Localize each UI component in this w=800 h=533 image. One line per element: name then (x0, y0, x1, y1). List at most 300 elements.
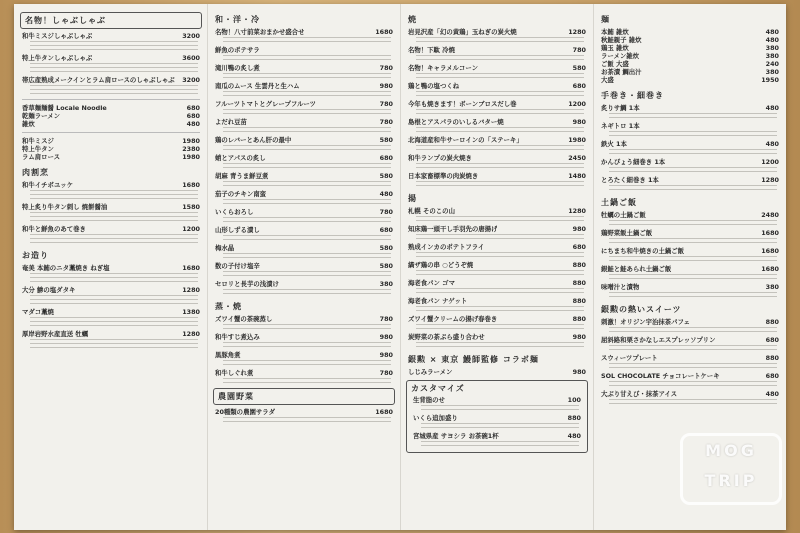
menu-item-price: 380 (765, 44, 779, 52)
menu-item-price: 580 (379, 172, 393, 180)
menu-sheet (14, 4, 786, 530)
menu-item-name: とろたく細巻き 1本 (601, 176, 659, 184)
menu-item-name: 鮮魚のポテサラ (215, 46, 260, 54)
menu-item-name: にちまち和牛焼きの土鍋ご飯 (601, 247, 685, 255)
menu-item (411, 414, 583, 422)
menu-item-price: 1680 (375, 28, 393, 36)
item-description-lines (30, 234, 198, 244)
item-description-lines (223, 253, 391, 259)
menu-item (213, 100, 395, 108)
item-description-lines (609, 149, 777, 155)
list (599, 28, 781, 84)
list (213, 315, 395, 384)
menu-item-price: 880 (572, 279, 586, 287)
list (20, 137, 202, 161)
menu-item-name: 日本家畜標準の肉炭焼き (408, 172, 479, 180)
menu-item-name: 梅水晶 (215, 244, 235, 252)
list (406, 207, 588, 348)
menu-item-price: 680 (186, 112, 200, 120)
menu-item-name: 和牛イチボユッケ (22, 181, 73, 189)
list (599, 318, 781, 405)
menu-item-price: 880 (765, 354, 779, 362)
menu-item (599, 122, 781, 130)
item-description-lines (223, 235, 391, 241)
menu-item (406, 172, 588, 180)
menu-item-price: 780 (379, 369, 393, 377)
item-description-lines (223, 55, 391, 61)
menu-item-price: 480 (765, 104, 779, 112)
menu-item-name: 牡蠣の土鍋ご飯 (601, 211, 646, 219)
menu-item (213, 154, 395, 162)
menu-item-price: 480 (567, 432, 581, 440)
item-description-lines (421, 441, 579, 447)
menu-item (20, 120, 202, 128)
item-description-lines (609, 238, 777, 244)
menu-item (599, 104, 781, 112)
item-description-lines (223, 417, 391, 423)
menu-item-price: 780 (379, 100, 393, 108)
menu-item-price: 1680 (761, 229, 779, 237)
menu-item (411, 432, 583, 440)
menu-item (406, 297, 588, 305)
menu-item-name: マダコ藁焼 (22, 308, 54, 316)
menu-item (213, 333, 395, 341)
item-description-lines (609, 345, 777, 351)
menu-item-name: 奄美 本鮪のニタ藁焼き ねぎ塩 (22, 264, 110, 272)
menu-item (213, 280, 395, 288)
menu-item-name: 縞ザ鶏の串 ○どうぞ焼 (408, 261, 474, 269)
section-title: 農園野菜 (213, 388, 395, 405)
menu-item-name: 黒豚角煮 (215, 351, 241, 359)
menu-item-name: 蛸とアパスの炙し (215, 154, 266, 162)
watermark-line: TRIP (704, 471, 758, 490)
menu-item (213, 28, 395, 36)
menu-item-price: 680 (186, 104, 200, 112)
menu-item-name: 名物！八寸前菜おまかせ盛合せ (215, 28, 305, 36)
menu-item (213, 136, 395, 144)
menu-item (599, 229, 781, 237)
item-description-lines (223, 91, 391, 97)
menu-item-name: 山形しずる漬し (215, 226, 260, 234)
menu-item-price: 1680 (761, 265, 779, 273)
item-description-lines (416, 288, 584, 294)
item-description-lines (223, 127, 391, 133)
item-description-lines (30, 41, 198, 51)
section-title: カスタマイズ (411, 384, 465, 393)
menu-item-price: 980 (572, 118, 586, 126)
menu-item (406, 225, 588, 233)
menu-item-price: 1280 (568, 28, 586, 36)
menu-item-name: 和牛ミスジ (22, 137, 54, 145)
menu-item-price: 2380 (182, 145, 200, 153)
menu-item (20, 225, 202, 233)
item-description-lines (609, 220, 777, 226)
list (406, 28, 588, 187)
section-title: 名物！しゃぶしゃぶ (20, 12, 202, 29)
menu-item-name: ネギトロ 1本 (601, 122, 640, 130)
item-description-lines (416, 37, 584, 43)
item-description-lines (416, 55, 584, 61)
menu-item (406, 279, 588, 287)
menu-item-name: 味噌汁と漬物 (601, 283, 640, 291)
menu-item-price: 380 (765, 68, 779, 76)
menu-item (599, 36, 781, 44)
item-description-lines (609, 185, 777, 191)
menu-item-name: 名物！下駄 冷焼 (408, 46, 455, 54)
menu-item-price: 1200 (568, 100, 586, 108)
list (599, 211, 781, 298)
item-description-lines (30, 273, 198, 283)
item-description-lines (30, 212, 198, 222)
menu-item-name: ラム肩ロース (22, 153, 60, 161)
item-description-lines (223, 324, 391, 330)
menu-item-name: 20種類の農園サラダ (215, 408, 275, 416)
menu-item (213, 190, 395, 198)
menu-item-price: 780 (379, 118, 393, 126)
menu-item (599, 176, 781, 184)
menu-item-price: 980 (379, 333, 393, 341)
item-description-lines (223, 73, 391, 79)
list (411, 396, 583, 447)
item-description-lines (416, 181, 584, 187)
menu-item (599, 140, 781, 148)
list (213, 28, 395, 295)
item-description-lines (223, 163, 391, 169)
menu-item (599, 52, 781, 60)
item-description-lines (416, 342, 584, 348)
section-title: 蒸・焼 (215, 302, 242, 311)
menu-item-price: 480 (765, 28, 779, 36)
menu-item (411, 396, 583, 404)
menu-item (20, 112, 202, 120)
menu-item-price: 680 (765, 372, 779, 380)
watermark-line: MOG (705, 441, 757, 460)
menu-item-price: 1200 (182, 225, 200, 233)
menu-item-name: 香草麺麺醤 Locale Noodle (22, 104, 107, 112)
menu-item (599, 44, 781, 52)
item-description-lines (609, 363, 777, 369)
menu-item-price: 480 (186, 120, 200, 128)
menu-item (599, 354, 781, 362)
menu-item-price: 880 (572, 261, 586, 269)
menu-item-price: 480 (379, 190, 393, 198)
section-title: お造り (22, 251, 49, 260)
menu-item (599, 68, 781, 76)
menu-item-price: 980 (379, 82, 393, 90)
item-description-lines (609, 274, 777, 280)
menu-item (20, 104, 202, 112)
item-description-lines (416, 216, 584, 222)
menu-item-name: ズワイ蟹の茶碗蒸し (215, 315, 273, 323)
menu-item-name: 特上牛タンしゃぶしゃぶ (22, 54, 93, 62)
menu-item-name: 岩見沢産「幻の黄鶏」玉ねぎの炭火焼 (408, 28, 517, 36)
menu-item-name: ご飯 大盛 (601, 60, 629, 68)
menu-item-name: 炙りサ鯛 1本 (601, 104, 640, 112)
menu-item-price: 3200 (182, 76, 200, 84)
menu-item-name: 宮城県産 サヨシラ お茶碗1杯 (413, 432, 499, 440)
menu-item-name: セロリと長芋の浅漬け (215, 280, 279, 288)
menu-item-name: 和牛しぐれ煮 (215, 369, 254, 377)
menu-item-price: 3600 (182, 54, 200, 62)
menu-item-name: 南瓜のムース 生雲丹と生ハム (215, 82, 300, 90)
item-description-lines (416, 91, 584, 97)
menu-item-name: 銀鮭と鮭あられ土鍋ご飯 (601, 265, 672, 273)
watermark-logo (680, 433, 782, 505)
menu-item-price: 880 (765, 318, 779, 326)
fold-line (593, 4, 594, 530)
menu-item-name: 島根とアスパラのいしるバター焼 (408, 118, 504, 126)
menu-item-price: 1680 (761, 247, 779, 255)
menu-item-name: 和牛と鮮魚のあて巻き (22, 225, 86, 233)
menu-item (20, 181, 202, 189)
menu-item-name: 厚岸岩野水産直送 牡蠣 (22, 330, 89, 338)
menu-item-name: 和牛ミスジしゃぶしゃぶ (22, 32, 93, 40)
menu-item-price: 980 (572, 333, 586, 341)
menu-item-name: 大盛 (601, 76, 614, 84)
section-title: 肉割烹 (22, 168, 49, 177)
menu-item-price: 380 (765, 52, 779, 60)
item-description-lines (30, 85, 198, 95)
menu-item-name: 知床鶏一頭干し手羽先の唐揚げ (408, 225, 498, 233)
item-description-lines (609, 327, 777, 333)
menu-item-name: 鉄火 1本 (601, 140, 627, 148)
menu-item-name: ズワイ蟹クリームの揚げ春巻き (408, 315, 498, 323)
menu-item-price: 880 (572, 315, 586, 323)
menu-item-price: 1680 (375, 408, 393, 416)
menu-item (20, 54, 202, 62)
item-description-lines (223, 217, 391, 223)
menu-item-name: 雑炊 (22, 120, 35, 128)
list (20, 104, 202, 128)
menu-item-price: 980 (572, 368, 586, 376)
item-description-lines (30, 317, 198, 327)
menu-item-name: 鶏のレバーとあん肝の最中 (215, 136, 292, 144)
menu-item-name: 熟成インカのポテトフライ (408, 243, 485, 251)
menu-item (599, 211, 781, 219)
menu-item-price: 1980 (182, 153, 200, 161)
menu-column-2 (213, 8, 395, 524)
menu-item-price: 2480 (761, 211, 779, 219)
menu-item-name: ラーメン雑炊 (601, 52, 640, 60)
item-description-lines (416, 324, 584, 330)
menu-item (599, 336, 781, 344)
menu-item (20, 76, 202, 84)
menu-item-name: 名物！キャラメルコーン (408, 64, 478, 72)
menu-item (406, 118, 588, 126)
menu-item-name: 鶏玉 雑炊 (601, 44, 629, 52)
item-description-lines (223, 199, 391, 205)
menu-item (213, 226, 395, 234)
menu-item (599, 60, 781, 68)
menu-item-price: 680 (765, 336, 779, 344)
section-title: 麺 (601, 15, 610, 24)
menu-item-name: 北海道産和牛サーロインの「ステーキ」 (408, 136, 523, 144)
menu-item-name: 海老食パン ゴマ (408, 279, 455, 287)
menu-item-price: 380 (765, 283, 779, 291)
menu-item (406, 82, 588, 90)
menu-item (599, 283, 781, 291)
item-description-lines (30, 190, 198, 200)
menu-item (213, 262, 395, 270)
menu-item-name: 刺激！オリジン宇治抹茶パフェ (601, 318, 690, 326)
menu-item-name: 屈斜路和栗さかなしエスプレッソプリン (601, 336, 716, 344)
menu-item (406, 207, 588, 215)
list (406, 368, 588, 376)
menu-item-price: 780 (572, 46, 586, 54)
menu-item (599, 372, 781, 380)
item-description-lines (609, 131, 777, 137)
item-description-lines (421, 405, 579, 411)
list (599, 104, 781, 191)
menu-item (599, 28, 781, 36)
menu-item (599, 247, 781, 255)
menu-item (213, 208, 395, 216)
menu-item-price: 480 (765, 36, 779, 44)
section-title: 土鍋ご飯 (601, 198, 637, 207)
fold-line (207, 4, 208, 530)
menu-item-name: 胡麻 青うま鮮豆煮 (215, 172, 269, 180)
menu-item-price: 1280 (761, 176, 779, 184)
section-title: 焼 (408, 15, 417, 24)
menu-item (599, 390, 781, 398)
menu-item-price: 1280 (568, 207, 586, 215)
menu-item (213, 172, 395, 180)
item-description-lines (30, 63, 198, 73)
menu-column-3 (406, 8, 588, 524)
menu-item (20, 137, 202, 145)
menu-item (599, 158, 781, 166)
item-description-lines (223, 360, 391, 366)
menu-item (20, 145, 202, 153)
item-description-lines (30, 339, 198, 349)
menu-item-name: 生背脂のせ (413, 396, 445, 404)
menu-item-name: 数の子付け塩辛 (215, 262, 260, 270)
menu-item (20, 264, 202, 272)
list (20, 32, 202, 95)
menu-item-price: 680 (572, 82, 586, 90)
menu-item (406, 368, 588, 376)
menu-item (20, 203, 202, 211)
item-description-lines (416, 252, 584, 258)
menu-item-price: 480 (765, 140, 779, 148)
menu-item-price: 1380 (182, 308, 200, 316)
menu-item-price: 1950 (761, 76, 779, 84)
menu-item (406, 64, 588, 72)
menu-item-name: 本鮪 雑炊 (601, 28, 629, 36)
menu-item-name: 帯広産熟成メークインとラム肩ロースのしゃぶしゃぶ (22, 76, 175, 84)
menu-item-price: 1200 (761, 158, 779, 166)
menu-item-name: しじみラーメン (408, 368, 453, 376)
menu-item-name: 乾麺ラーメン (22, 112, 61, 120)
menu-item (406, 154, 588, 162)
list (20, 181, 202, 244)
menu-item-price: 580 (379, 262, 393, 270)
menu-item-price: 880 (572, 297, 586, 305)
section-title: 銀勲 × 東京 鰻師監修 コラボ麺 (408, 355, 539, 364)
menu-item-price: 680 (379, 154, 393, 162)
menu-item-name: よだれ豆苗 (215, 118, 247, 126)
item-description-lines (609, 167, 777, 173)
menu-item-price: 1680 (182, 181, 200, 189)
menu-item-price: 1480 (568, 172, 586, 180)
menu-item-name: 今年も焼きます！ボーンブロスだし巻 (408, 100, 517, 108)
menu-item-price: 1980 (182, 137, 200, 145)
menu-item (213, 46, 395, 54)
menu-item-price: 680 (572, 243, 586, 251)
menu-item (20, 32, 202, 40)
menu-item-name: 和牛すじ煮込み (215, 333, 260, 341)
item-description-lines (223, 289, 391, 295)
section-title: 銀勲の熱いスイーツ (601, 305, 682, 314)
menu-column-1 (20, 8, 202, 524)
menu-item-name: 滝川鴨の炙し煮 (215, 64, 260, 72)
item-description-lines (416, 163, 584, 169)
menu-item (599, 265, 781, 273)
menu-item-price: 3200 (182, 32, 200, 40)
menu-item-price: 100 (567, 396, 581, 404)
menu-item-price: 580 (379, 136, 393, 144)
menu-item (406, 261, 588, 269)
item-description-lines (223, 181, 391, 187)
item-description-lines (223, 109, 391, 115)
item-description-lines (223, 271, 391, 277)
section-title: 手巻き・細巻き (601, 91, 664, 100)
menu-item (406, 100, 588, 108)
menu-item-name: 秋鮭親子 雑炊 (601, 36, 642, 44)
menu-item (213, 408, 395, 416)
fold-line (400, 4, 401, 530)
item-description-lines (416, 234, 584, 240)
menu-item-price: 1980 (568, 136, 586, 144)
menu-item (213, 118, 395, 126)
menu-item-price: 2450 (568, 154, 586, 162)
menu-item-price: 580 (379, 244, 393, 252)
menu-item (20, 286, 202, 294)
list (20, 264, 202, 349)
menu-item-price: 1280 (182, 286, 200, 294)
menu-item (213, 351, 395, 359)
menu-item-name: フルーツトマトとグレープフルーツ (215, 100, 316, 108)
menu-item-name: 海老食パン ナゲット (408, 297, 468, 305)
item-description-lines (416, 145, 584, 151)
menu-item-name: いくら追加盛り (413, 414, 458, 422)
menu-item (599, 76, 781, 84)
menu-item-price: 980 (572, 225, 586, 233)
item-description-lines (609, 381, 777, 387)
menu-item-name: SOL CHOCOLATE チョコレートケーキ (601, 372, 720, 380)
menu-item-name: 大ぶり甘えび・抹茶アイス (601, 390, 678, 398)
item-description-lines (416, 306, 584, 312)
menu-item-name: 炭野菜の茶ぷら盛り合わせ (408, 333, 485, 341)
item-description-lines (223, 145, 391, 151)
menu-item-price: 780 (379, 208, 393, 216)
menu-item-name: スウィーツプレート (601, 354, 658, 362)
menu-item-name: 大分 鯵の塩ダタキ (22, 286, 76, 294)
menu-item-price: 1680 (182, 264, 200, 272)
menu-item-price: 240 (765, 60, 779, 68)
menu-item-price: 1280 (182, 330, 200, 338)
menu-item (20, 308, 202, 316)
item-description-lines (223, 378, 391, 384)
item-description-lines (609, 292, 777, 298)
list (213, 408, 395, 423)
menu-item-price: 780 (379, 64, 393, 72)
item-description-lines (416, 270, 584, 276)
item-description-lines (609, 256, 777, 262)
menu-item (20, 153, 202, 161)
menu-item-name: お茶漬 鯛出汁 (601, 68, 642, 76)
section-title: 揚 (408, 194, 417, 203)
